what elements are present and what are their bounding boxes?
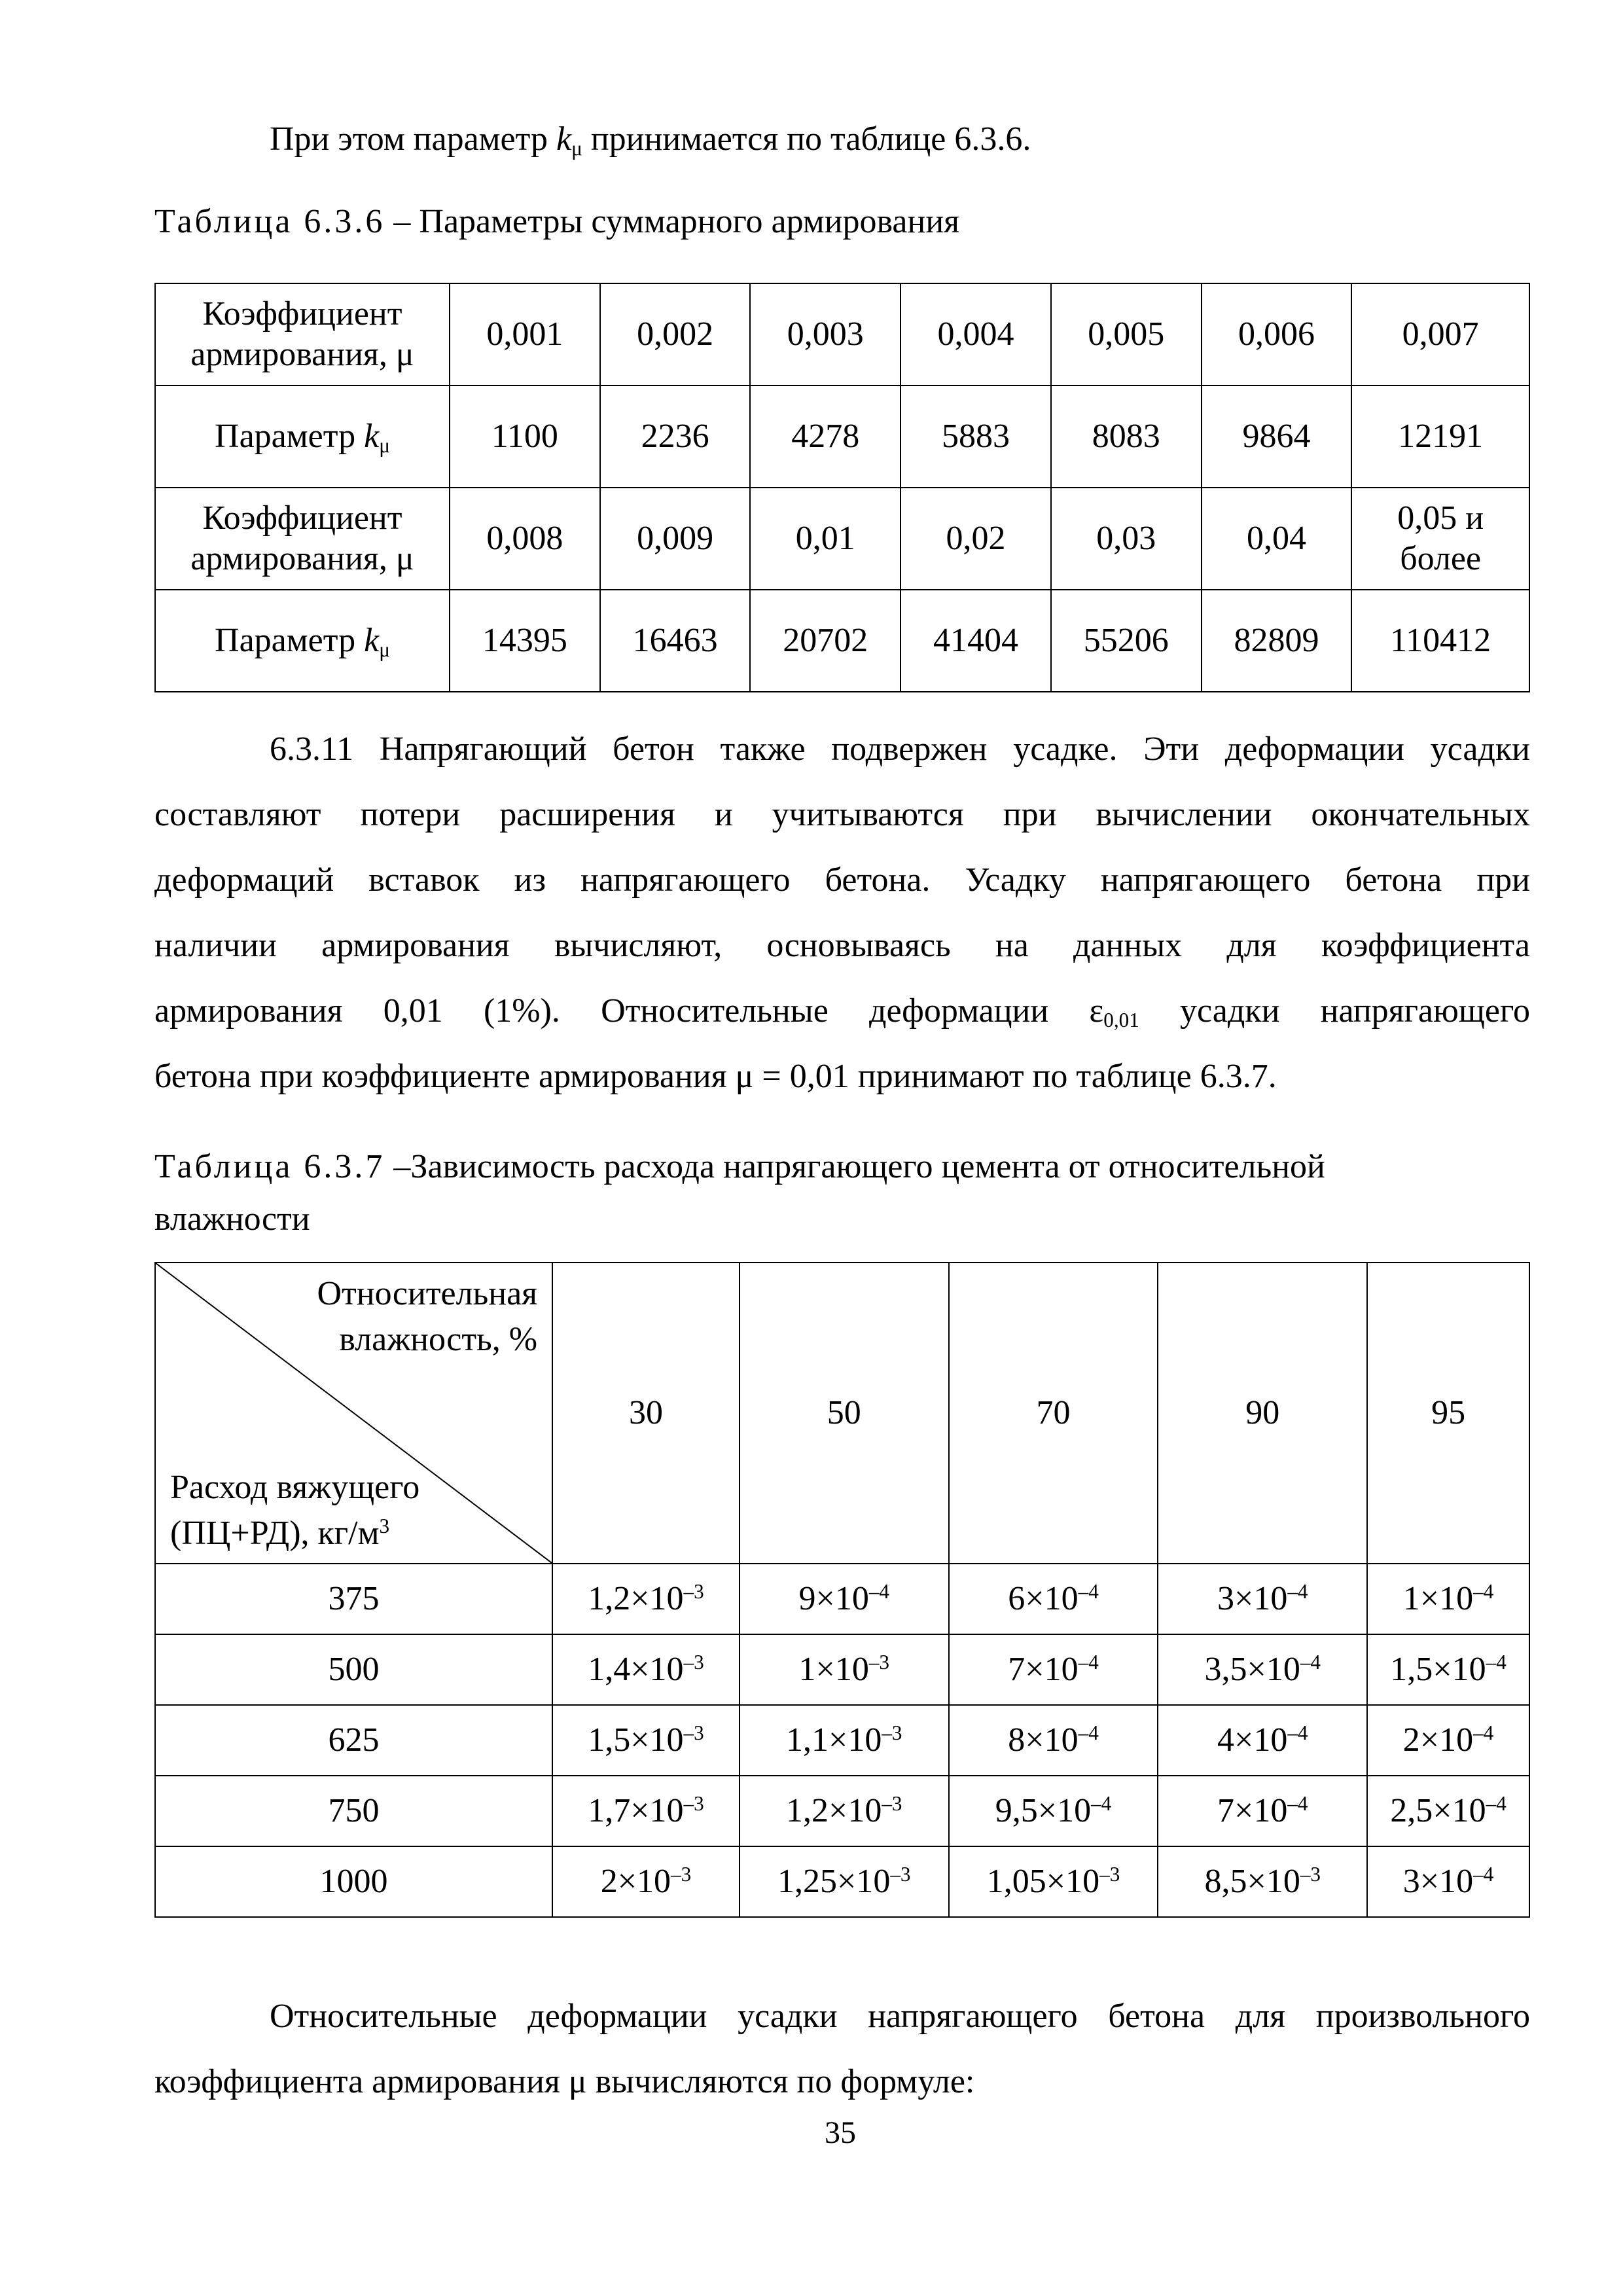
table-header-row: [155, 1263, 1529, 1564]
table-cell: 41404: [901, 590, 1051, 692]
intro-text: При этом параметр $k_\mu$ принимается по таблице 6.3.6.: [270, 120, 1031, 160]
table-cell: 0,001: [450, 283, 600, 386]
table-cell: $1,5\times 10^{-3}$: [552, 1705, 740, 1776]
table-cell: $1,2\times 10^{-3}$: [740, 1776, 949, 1846]
table-cell: 0,004: [901, 283, 1051, 386]
table-cell: 14395: [450, 590, 600, 692]
table-cell: $1,05\times 10^{-3}$: [949, 1846, 1158, 1917]
table-cell: 20702: [750, 590, 901, 692]
table-cell: 12191: [1351, 386, 1529, 488]
table-cell: 9864: [1202, 386, 1352, 488]
table-cell: $6\times 10^{-4}$: [949, 1564, 1158, 1634]
table-cell: $1,1\times 10^{-3}$: [740, 1705, 949, 1776]
binder-cell: 750: [155, 1776, 552, 1846]
table-cell: $7\times 10^{-4}$: [949, 1634, 1158, 1705]
table-cell: $2\times 10^{-3}$: [552, 1846, 740, 1917]
binder-cell: 375: [155, 1564, 552, 1634]
diagonal-header-cell: [155, 1263, 552, 1564]
table-cell: 110412: [1351, 590, 1529, 692]
table-cell: 16463: [600, 590, 751, 692]
table-cell: $1,5\times 10^{-4}$: [1367, 1634, 1529, 1705]
reinforcement-parameters-table: [154, 283, 1530, 692]
table-cell: 0,01: [750, 488, 901, 590]
binder-cell: 500: [155, 1634, 552, 1705]
table-row: [155, 386, 1529, 488]
table-cell: $1\times 10^{-4}$: [1367, 1564, 1529, 1634]
paragraph-line: 6.3.11 Напрягающий бетон также подвержен усадке. Эти деформации усадки: [270, 730, 1530, 768]
cement-humidity-table: [154, 1262, 1530, 1918]
table-cell: 0,005: [1051, 283, 1202, 386]
binder-cell: 1000: [155, 1846, 552, 1917]
table-cell: $3\times 10^{-4}$: [1158, 1564, 1367, 1634]
table-cell: $1\times 10^{-3}$: [740, 1634, 949, 1705]
table-cell: 0,009: [600, 488, 751, 590]
table2-caption-line2: влажности: [154, 1200, 310, 1238]
humidity-header-cell: 70: [949, 1263, 1158, 1564]
table-cell: 0,04: [1202, 488, 1352, 590]
table-cell: 0,02: [901, 488, 1051, 590]
table-cell: $7\times 10^{-4}$: [1158, 1776, 1367, 1846]
table-cell: 1100: [450, 386, 600, 488]
table-cell: $8\times 10^{-4}$: [949, 1705, 1158, 1776]
paragraph-line: бетона при коэффициенте армирования μ = 0,01 принимают по таблице 6.3.7.: [154, 1058, 1277, 1095]
table-cell: $1,4\times 10^{-3}$: [552, 1634, 740, 1705]
table-cell: 0,002: [600, 283, 751, 386]
coef-label-cell: Коэффициент армирования, μ: [155, 283, 450, 386]
table-cell: 0,03: [1051, 488, 1202, 590]
table-cell: $4\times 10^{-4}$: [1158, 1705, 1367, 1776]
table-row: [155, 488, 1529, 590]
humidity-header-cell: 90: [1158, 1263, 1367, 1564]
param-label-cell: Параметр $k_\mu$: [155, 590, 450, 692]
table-cell: $2\times 10^{-4}$: [1367, 1705, 1529, 1776]
paragraph-line: армирования 0,01 (1%). Относительные деформации $\varepsilon_{0,01}$ усадки напрягающего: [154, 992, 1530, 1031]
closing-line: Относительные деформации усадки напрягающего бетона для произвольного: [270, 1998, 1530, 2035]
table-cell: 55206: [1051, 590, 1202, 692]
humidity-header-cell: 50: [740, 1263, 949, 1564]
table-cell: 0,05 и более: [1351, 488, 1529, 590]
table-cell: $3,5\times 10^{-4}$: [1158, 1634, 1367, 1705]
table-cell: 0,006: [1202, 283, 1352, 386]
table-row: [155, 1846, 1529, 1917]
paragraph-line: наличии армирования вычисляют, основываясь на данных для коэффициента: [154, 927, 1530, 964]
table-cell: 0,007: [1351, 283, 1529, 386]
param-label-cell: Параметр $k_\mu$: [155, 386, 450, 488]
table-row: [155, 590, 1529, 692]
table-cell: 2236: [600, 386, 751, 488]
paragraph-line: составляют потери расширения и учитываются при вычислении окончательных: [154, 796, 1530, 833]
closing-line: коэффициента армирования μ вычисляются по формуле:: [154, 2063, 975, 2100]
table-cell: 0,003: [750, 283, 901, 386]
table-cell: 82809: [1202, 590, 1352, 692]
table-cell: $8,5\times 10^{-3}$: [1158, 1846, 1367, 1917]
table-cell: $2,5\times 10^{-4}$: [1367, 1776, 1529, 1846]
paragraph-line: деформаций вставок из напрягающего бетона. Усадку напрягающего бетона при: [154, 861, 1530, 899]
table-cell: $1,2\times 10^{-3}$: [552, 1564, 740, 1634]
table-cell: $9\times 10^{-4}$: [740, 1564, 949, 1634]
table-cell: $3\times 10^{-4}$: [1367, 1846, 1529, 1917]
table-row: [155, 1705, 1529, 1776]
binder-cell: 625: [155, 1705, 552, 1776]
table-cell: $1,7\times 10^{-3}$: [552, 1776, 740, 1846]
table-cell: 8083: [1051, 386, 1202, 488]
table-cell: $1,25\times 10^{-3}$: [740, 1846, 949, 1917]
table-cell: 0,008: [450, 488, 600, 590]
page-number: 35: [825, 2115, 856, 2150]
table-row: [155, 1564, 1529, 1634]
table-cell: 4278: [750, 386, 901, 488]
humidity-header-cell: 95: [1367, 1263, 1529, 1564]
binder-header: Расход вяжущего (ПЦ+РД), $кг/м^3$: [170, 1469, 420, 1552]
table-row: [155, 1776, 1529, 1846]
table-row: [155, 1634, 1529, 1705]
table-cell: 5883: [901, 386, 1051, 488]
table1-caption: Таблица 6.3.6 – Параметры суммарного армирования: [154, 203, 960, 240]
humidity-header: Относительная влажность, %: [317, 1275, 538, 1358]
table2-caption: Таблица 6.3.7 –Зависимость расхода напрягающего цемента от относительной: [154, 1148, 1325, 1185]
humidity-header-cell: 30: [552, 1263, 740, 1564]
table-cell: $9,5\times 10^{-4}$: [949, 1776, 1158, 1846]
table-row: [155, 283, 1529, 386]
coef-label-cell: Коэффициент армирования, μ: [155, 488, 450, 590]
